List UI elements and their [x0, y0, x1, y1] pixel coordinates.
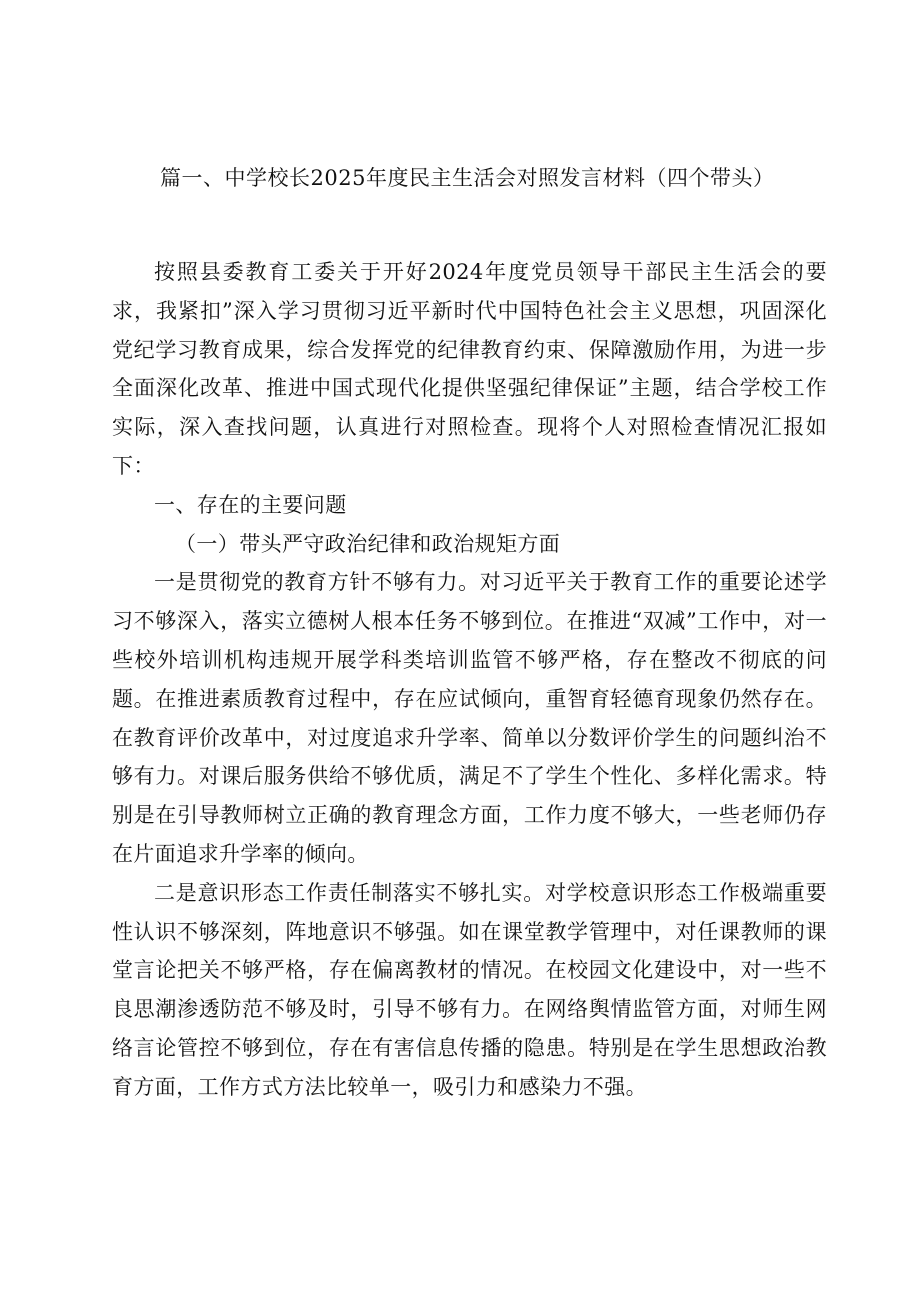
- section-heading: 一、存在的主要问题: [154, 492, 347, 517]
- intro-paragraph: 按照县委教育工委关于开好2024年度党员领导干部民主生活会的要求，我紧扣”深入学习贯彻习近平新时代中国特色社会主义思想，巩固深化党纪学习教育成果，综合发挥党的纪律教育约束、保障激励作用，为进一步全面深化改革、推进中国式现代化提供坚强纪律保证”主题，结合学校工作实际，深入查找问题，认真进行对照检查。现将个人对照检查情况汇报如下：: [112, 260, 827, 478]
- subsection-heading: （一）带头严守政治纪律和政治规矩方面: [175, 531, 561, 556]
- document-title: 篇一、中学校长2025年度民主生活会对照发言材料（四个带头）: [160, 166, 775, 190]
- body-paragraph-1: 一是贯彻党的教育方针不够有力。对习近平关于教育工作的重要论述学习不够深入，落实立德树人根本任务不够到位。在推进“双减”工作中，对一些校外培训机构违规开展学科类培训监管不够严格，存在整改不彻底的问题。在推进素质教育过程中，存在应试倾向，重智育轻德育现象仍然存在。在教育评价改革中，对过度追求升学率、简单以分数评价学生的问题纠治不够有力。对课后服务供给不够优质，满足不了学生个性化、多样化需求。特别是在引导教师树立正确的教育理念方面，工作力度不够大，一些老师仍存在片面追求升学率的倾向。: [112, 570, 827, 866]
- body-paragraph-2: 二是意识形态工作责任制落实不够扎实。对学校意识形态工作极端重要性认识不够深刻，阵地意识不够强。如在课堂教学管理中，对任课教师的课堂言论把关不够严格，存在偏离教材的情况。在校园文化建设中，对一些不良思潮渗透防范不够及时，引导不够有力。在网络舆情监管方面，对师生网络言论管控不够到位，存在有害信息传播的隐患。特别是在学生思想政治教育方面，工作方式方法比较单一，吸引力和感染力不强。: [112, 880, 827, 1099]
- document-body: [112, 253, 827, 1107]
